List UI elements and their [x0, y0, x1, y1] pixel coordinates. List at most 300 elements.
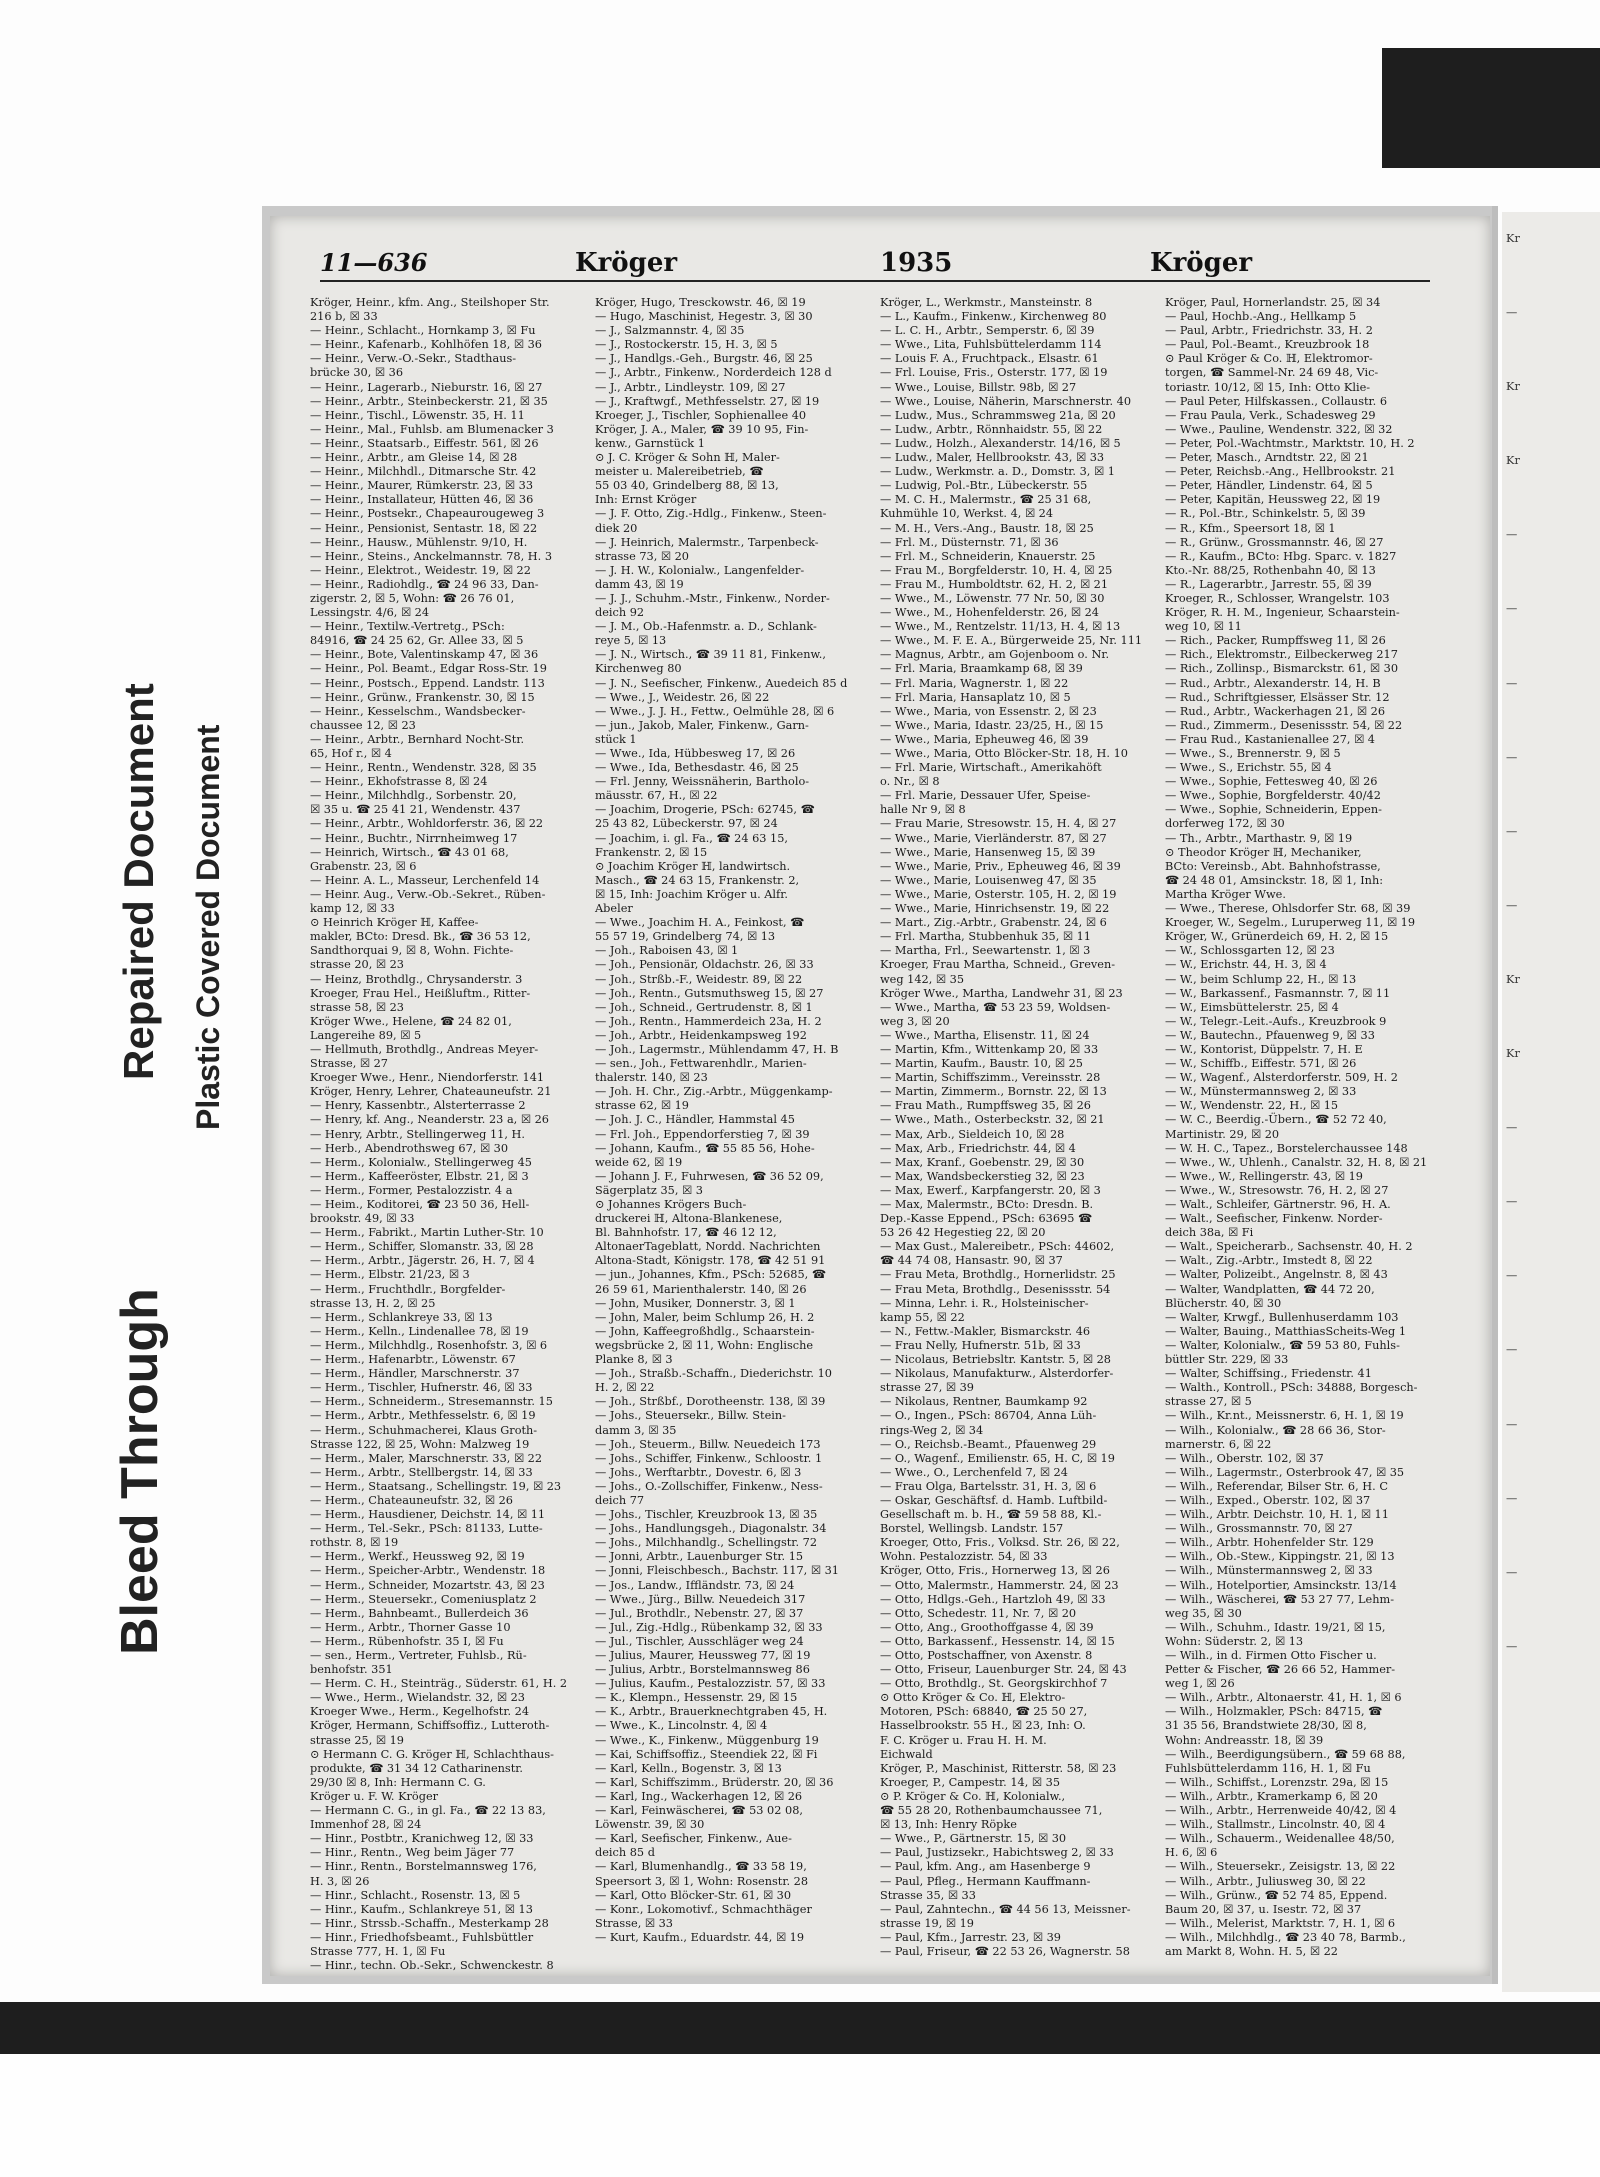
directory-entry-line: — Heinr., Kafenarb., Kohlhöfen 18, ☒ 36 [310, 338, 542, 352]
directory-entry-line: strasse 73, ☒ 20 [595, 549, 689, 563]
directory-entry-line: — Wwe., Sophie, Borgfelderstr. 40/42 [1165, 789, 1381, 803]
directory-entry-line: — Otto, Schedestr. 11, Nr. 7, ☒ 20 [880, 1606, 1077, 1620]
directory-entry-line: — J. Heinrich, Malermstr., Tarpenbeck- [595, 535, 819, 549]
directory-entry-line: Bl. Bahnhofstr. 17, ☎ 46 12 12, [595, 1226, 777, 1240]
directory-entry-line: — John, Maler, beim Schlump 26, H. 2 [595, 1310, 815, 1324]
directory-entry-line: — Herm., Hafenarbtr., Löwenstr. 67 [310, 1353, 516, 1367]
directory-entry-line: — Ludw., Holzh., Alexanderstr. 14/16, ☒ 5 [880, 436, 1121, 450]
directory-entry-line: 84916, ☎ 24 25 62, Gr. Allee 33, ☒ 5 [310, 634, 524, 648]
directory-entry-line: — Walter, Bauing., MatthiasScheits-Weg 1 [1165, 1324, 1407, 1338]
directory-entry-line: — Walth., Kontroll., PSch: 34888, Borgesch- [1165, 1381, 1418, 1395]
directory-entry-line: Altona-Stadt, Königstr. 178, ☎ 42 51 91 [595, 1254, 826, 1268]
directory-entry-line: — Otto, Malermstr., Hammerstr. 24, ☒ 23 [880, 1578, 1119, 1592]
directory-entry-line: BCto: Vereinsb., Abt. Bahnhofstrasse, [1165, 859, 1381, 873]
directory-entry-line: deich 38a, ☒ Fi [1165, 1226, 1254, 1240]
directory-entry-line: strasse 58, ☒ 23 [310, 1000, 404, 1014]
directory-entry-line: brookstr. 49, ☒ 33 [310, 1212, 415, 1226]
scanned-page-frame [262, 206, 1498, 1984]
next-page-fragment: — [1506, 1491, 1518, 1505]
directory-entry-line: — Hinr., Kaufm., Schlankreye 51, ☒ 13 [310, 1902, 533, 1916]
directory-entry-line: — Frau Math., Rumpffsweg 35, ☒ 26 [880, 1099, 1091, 1113]
next-page-fragment: — [1506, 824, 1518, 838]
column-4 [1165, 296, 1435, 1956]
directory-entry-line: ⊙ Theodor Kröger ℍ, Mechaniker, [1165, 845, 1362, 859]
column-1 [310, 296, 580, 1973]
directory-entry-line: — Walter, Krwgf., Bullenhuserdamm 103 [1165, 1310, 1399, 1324]
directory-entry-line: — Johs., Handlungsgeh., Diagonalstr. 34 [595, 1522, 827, 1536]
directory-entry-line: zigerstr. 2, ☒ 5, Wohn: ☎ 26 76 01, [310, 591, 515, 605]
directory-entry-line: Wohn. Pestalozzistr. 54, ☒ 33 [880, 1550, 1048, 1564]
directory-entry-line: — Hugo, Maschinist, Hegestr. 3, ☒ 30 [595, 310, 813, 324]
directory-entry-line: — K., Klempn., Hessenstr. 29, ☒ 15 [595, 1691, 798, 1705]
directory-entry-line: — Herm., Tischler, Hufnerstr. 46, ☒ 33 [310, 1381, 533, 1395]
directory-entry-line: — Wwe., W., Rellingerstr. 43, ☒ 19 [1165, 1169, 1363, 1183]
condition-labels [100, 260, 260, 1660]
directory-entry-line: Strasse, ☒ 27 [310, 1057, 388, 1071]
next-page-fragment: — [1506, 1121, 1518, 1135]
directory-entry-line: Kroeger, Frau Hel., Heißluftm., Ritter- [310, 986, 531, 1000]
directory-entry-line: — Karl, Kelln., Bogenstr. 3, ☒ 13 [595, 1761, 782, 1775]
next-page-fragment: — [1506, 602, 1518, 616]
directory-entry-line: — Wilh., Referendar, Bilser Str. 6, H. C [1165, 1479, 1388, 1493]
directory-entry-line: weg 142, ☒ 35 [880, 972, 965, 986]
directory-entry-line: Strasse 35, ☒ 33 [880, 1888, 976, 1902]
directory-entry-line: — J., Salzmannstr. 4, ☒ 35 [595, 324, 745, 338]
directory-entry-line: 65, Hof r., ☒ 4 [310, 747, 392, 760]
directory-entry-line: — Heinr., Textilw.-Vertretg., PSch: [310, 620, 505, 634]
directory-entry-line: — Herm., Schneider, Mozartstr. 43, ☒ 23 [310, 1578, 545, 1592]
directory-entry-line: — Herm. C. H., Steinträg., Süderstr. 61, H. 2 [310, 1677, 568, 1691]
directory-entry-line: — Wwe., M., Löwenstr. 77 Nr. 50, ☒ 30 [880, 591, 1105, 605]
directory-entry-line: — Nikolaus, Manufakturw., Alsterdorfer- [880, 1367, 1114, 1381]
directory-entry-line: Sägerplatz 35, ☒ 3 [595, 1183, 703, 1197]
directory-entry-line: — Heinr., Steins., Anckelmannstr. 78, H. 3 [310, 549, 553, 563]
directory-entry-line: Wohn: Süderstr. 2, ☒ 13 [1165, 1634, 1304, 1648]
directory-entry-line: — Julius, Kaufm., Pestalozzistr. 57, ☒ 33 [595, 1677, 826, 1691]
directory-entry-line: — O., Wagenf., Emilienstr. 65, H. C, ☒ 19 [880, 1451, 1115, 1465]
directory-entry-line: — Frl. Louise, Fris., Osterstr. 177, ☒ 19 [880, 366, 1108, 380]
directory-entry-line: — Wwe., Marie, Hinrichsenstr. 19, ☒ 22 [880, 902, 1110, 916]
directory-entry-line: — Heinr., Buchtr., Nirrnheimweg 17 [310, 831, 518, 845]
directory-entry-line: — Otto, Ang., Groothoffgasse 4, ☒ 39 [880, 1620, 1094, 1634]
directory-entry-line: — Herm., Fabrikt., Martin Luther-Str. 10 [310, 1226, 544, 1240]
directory-entry-line: — Wwe., Marie, Priv., Epheuweg 46, ☒ 39 [880, 859, 1121, 873]
directory-entry-line: — Herm., Händler, Marschnerstr. 37 [310, 1367, 520, 1381]
directory-entry-line: Kröger, W., Grünerdeich 69, H. 2, ☒ 15 [1165, 930, 1389, 944]
directory-entry-line: — Wwe., Lita, Fuhlsbüttelerdamm 114 [880, 338, 1102, 352]
directory-entry-line: — J. N., Wirtsch., ☎ 39 11 81, Finkenw., [595, 648, 826, 662]
directory-entry-line: — Wwe., Louise, Billstr. 98b, ☒ 27 [880, 380, 1077, 394]
directory-entry-line: toriastr. 10/12, ☒ 15, Inh: Otto Klie- [1165, 380, 1371, 394]
directory-entry-line: Kröger, Otto, Fris., Hornerweg 13, ☒ 26 [880, 1564, 1110, 1578]
directory-entry-line: — John, Kaffeegroßhdlg., Schaarstein- [595, 1324, 815, 1338]
directory-entry-line: — Johann J. F., Fuhrwesen, ☎ 36 52 09, [595, 1169, 824, 1183]
directory-entry-line: Löwenstr. 39, ☒ 30 [595, 1818, 705, 1832]
directory-entry-line: — Jul., Brothdlr., Nebenstr. 27, ☒ 37 [595, 1606, 804, 1620]
directory-entry-line: — Wilh., in d. Firmen Otto Fischer u. [1165, 1649, 1377, 1662]
directory-entry-line: — Hermann C. G., in gl. Fa., ☎ 22 13 83, [310, 1804, 546, 1818]
directory-entry-line: ⊙ Paul Kröger & Co. ℍ, Elektromor- [1165, 352, 1373, 366]
directory-entry-line: — Joh., Rentn., Gutsmuthsweg 15, ☒ 27 [595, 986, 824, 1000]
directory-entry-line: — Martin, Kfm., Wittenkamp 20, ☒ 33 [880, 1042, 1099, 1056]
directory-entry-line: ⊙ P. Kröger & Co. ℍ, Kolonialw., [880, 1789, 1066, 1803]
directory-entry-line: 55 03 40, Grindelberg 88, ☒ 13, [595, 479, 779, 493]
directory-entry-line: weg 3, ☒ 20 [880, 1014, 950, 1028]
next-page-fragment: — [1506, 1195, 1518, 1209]
directory-entry-line: — Herm., Elbstr. 21/23, ☒ 3 [310, 1268, 470, 1282]
directory-entry-line: Kröger, Heinr., kfm. Ang., Steilshoper Str. [310, 296, 550, 309]
directory-entry-line: — Johs., Werftarbtr., Dovestr. 6, ☒ 3 [595, 1465, 802, 1479]
directory-entry-line: — Frau Olga, Bartelsstr. 31, H. 3, ☒ 6 [880, 1479, 1097, 1493]
directory-entry-line: — J. N., Seefischer, Finkenw., Auedeich 85 d [595, 676, 848, 690]
directory-entry-line: ⊙ Otto Kröger & Co. ℍ, Elektro- [880, 1691, 1066, 1705]
directory-entry-line: — Heinr., Kesselschm., Wandsbecker- [310, 704, 526, 718]
directory-entry-line: — Wilh., Lagermstr., Osterbrook 47, ☒ 35 [1165, 1465, 1405, 1479]
next-page-fragment: — [1506, 750, 1518, 764]
directory-entry-line: — Walt., Speicherarb., Sachsenstr. 40, H. 2 [1165, 1240, 1413, 1254]
directory-entry-line: — Johs., Steuersekr., Billw. Stein- [595, 1409, 786, 1423]
directory-entry-line: — Wwe., K., Finkenw., Müggenburg 19 [595, 1733, 819, 1747]
directory-entry-line: F. C. Kröger u. Frau H. H. M. [880, 1733, 1047, 1747]
directory-entry-line: — Minna, Lehr. i. R., Holsteinischer- [880, 1296, 1089, 1310]
next-page-fragment: — [1506, 1639, 1518, 1653]
directory-entry-line: H. 3, ☒ 26 [310, 1874, 370, 1888]
directory-entry-line: — Ludwig, Pol.-Btr., Lübeckerstr. 55 [880, 479, 1088, 493]
column-2 [595, 296, 865, 1956]
directory-entry-line: — Wilh., Hotelportier, Amsinckstr. 13/14 [1165, 1578, 1397, 1592]
directory-entry-line: — Wwe., J., Weidestr. 26, ☒ 22 [595, 690, 770, 704]
directory-entry-line: — Peter, Pol.-Wachtmstr., Marktstr. 10, H. 2 [1165, 436, 1415, 450]
directory-entry-line: — Peter, Reichsb.-Ang., Hellbrookstr. 21 [1165, 465, 1396, 479]
directory-entry-line: ☒ 15, Inh: Joachim Kröger u. Alfr. [595, 887, 788, 901]
directory-entry-line: — Jonni, Fleischbesch., Bachstr. 117, ☒ 31 [595, 1564, 839, 1578]
directory-entry-line: — Frl. M., Düsternstr. 71, ☒ 36 [880, 535, 1059, 549]
directory-entry-line: — W., Telegr.-Leit.-Aufs., Kreuzbrook 9 [1165, 1014, 1387, 1028]
directory-entry-line: Kroeger, W., Segelm., Luruperweg 11, ☒ 19 [1165, 916, 1416, 930]
directory-entry-line: H. 6, ☒ 6 [1165, 1846, 1218, 1860]
directory-entry-line: Hasselbrookstr. 55 H., ☒ 23, Inh: O. [880, 1719, 1086, 1733]
directory-entry-line: — Joh., Strßbf., Dorotheenstr. 138, ☒ 39 [595, 1395, 826, 1409]
directory-entry-line: — Herm., Bahnbeamt., Bullerdeich 36 [310, 1606, 529, 1620]
directory-entry-line: — Paul, Justizsekr., Habichtsweg 2, ☒ 33 [880, 1846, 1114, 1860]
directory-entry-line: — Frl. Martha, Stubbenhuk 35, ☒ 11 [880, 930, 1091, 944]
directory-entry-line: — W. C., Beerdig.-Übern., ☎ 52 72 40, [1165, 1113, 1387, 1127]
directory-entry-line: — sen., Herm., Vertreter, Fuhlsb., Rü- [310, 1649, 527, 1662]
directory-entry-line: — Ludw., Arbtr., Rönnhaidstr. 55, ☒ 22 [880, 422, 1103, 436]
next-page-fragment: — [1506, 898, 1518, 912]
directory-entry-line: weg 10, ☒ 11 [1165, 620, 1242, 634]
directory-entry-line: — Frl. Maria, Hansaplatz 10, ☒ 5 [880, 690, 1071, 704]
directory-entry-line: — O., Reichsb.-Beamt., Pfauenweg 29 [880, 1437, 1097, 1451]
directory-entry-line: mäusstr. 67, H., ☒ 22 [595, 789, 718, 803]
directory-entry-line: — Wwe., Joachim H. A., Feinkost, ☎ [595, 916, 805, 930]
directory-entry-line: — Wilh., Arbtr. Deichstr. 10, H. 1, ☒ 11 [1165, 1508, 1389, 1522]
directory-entry-line: — Heinr., Arbtr., Wohldorferstr. 36, ☒ 22 [310, 817, 544, 831]
directory-entry-line: — Wilh., Schiffst., Lorenzstr. 29a, ☒ 15 [1165, 1775, 1389, 1789]
directory-entry-line: — Otto, Postschaffner, von Axenstr. 8 [880, 1649, 1093, 1662]
directory-entry-line: — W., Bautechn., Pfauenweg 9, ☒ 33 [1165, 1028, 1375, 1042]
directory-entry-line: — Johs., Tischler, Kreuzbrook 13, ☒ 35 [595, 1508, 818, 1522]
directory-entry-line: — Louis F. A., Fruchtpack., Elsastr. 61 [880, 352, 1099, 366]
page-number: 11—636 [320, 248, 428, 277]
directory-entry-line: rothstr. 8, ☒ 19 [310, 1536, 399, 1550]
directory-entry-line: — Heinr., Pol. Beamt., Edgar Ross-Str. 19 [310, 662, 547, 676]
directory-entry-line: — Otto, Hdlgs.-Geh., Hartzloh 49, ☒ 33 [880, 1592, 1106, 1606]
directory-entry-line: — W., Schiffb., Eiffestr. 571, ☒ 26 [1165, 1057, 1357, 1071]
directory-entry-line: — Henry, Arbtr., Stellingerweg 11, H. [310, 1127, 525, 1141]
page-header [320, 246, 1430, 282]
directory-entry-line: — Joh. J. C., Händler, Hammstal 45 [595, 1113, 795, 1127]
directory-entry-line: — Johs., O.-Zollschiffer, Finkenw., Ness- [595, 1479, 823, 1493]
directory-entry-line: — Paul, Friseur, ☎ 22 53 26, Wagnerstr. 58 [880, 1944, 1130, 1958]
directory-entry-line: Sandthorquai 9, ☒ 8, Wohn. Fichte- [310, 944, 514, 958]
directory-entry-line: — Kurt, Kaufm., Eduardstr. 44, ☒ 19 [595, 1930, 805, 1944]
directory-entry-line: — Joh., Rentn., Hammerdeich 23a, H. 2 [595, 1014, 822, 1028]
directory-entry-line: — Wilh., Exped., Oberstr. 102, ☒ 37 [1165, 1493, 1371, 1507]
directory-entry-line: — Herm., Former, Pestalozzistr. 4 a [310, 1183, 513, 1197]
directory-entry-line: — Frl. Joh., Eppendorferstieg 7, ☒ 39 [595, 1127, 810, 1141]
directory-entry-line: — Wwe., Ida, Bethesdastr. 46, ☒ 25 [595, 761, 799, 775]
directory-entry-line: — Frau Nelly, Hufnerstr. 51b, ☒ 33 [880, 1338, 1081, 1352]
directory-entry-line: — R., Lagerarbtr., Jarrestr. 55, ☒ 39 [1165, 577, 1372, 591]
directory-entry-line: — Wilh., Grünw., ☎ 52 74 85, Eppend. [1165, 1888, 1388, 1902]
directory-entry-line: — Joh., Raboisen 43, ☒ 1 [595, 944, 739, 958]
directory-entry-line: — Heinr., Milchhdlg., Sorbenstr. 20, [310, 789, 517, 803]
directory-entry-line: 31 35 56, Brandstwiete 28/30, ☒ 8, [1165, 1719, 1367, 1733]
directory-entry-line: — Paul, Hochb.-Ang., Hellkamp 5 [1165, 310, 1357, 324]
directory-entry-line: Kroeger, J., Tischler, Sophienallee 40 [595, 408, 807, 422]
directory-entry-line: — Joh., Arbtr., Heidenkampsweg 192 [595, 1028, 807, 1042]
directory-entry-line: strasse 25, ☒ 19 [310, 1733, 404, 1747]
directory-entry-line: — jun., Johannes, Kfm., PSch: 52685, ☎ [595, 1268, 826, 1282]
directory-entry-line: Wohn: Andreasstr. 18, ☒ 39 [1165, 1733, 1324, 1747]
directory-entry-line: — Martin, Zimmerm., Bornstr. 22, ☒ 13 [880, 1085, 1107, 1099]
directory-entry-line: — Wwe., S., Brennerstr. 9, ☒ 5 [1165, 747, 1341, 760]
directory-entry-line: Strasse, ☒ 33 [595, 1916, 673, 1930]
directory-entry-line: — Rud., Arbtr., Wackerhagen 21, ☒ 26 [1165, 704, 1386, 718]
directory-entry-line: — Konr., Lokomotivf., Schmachthäger [595, 1902, 812, 1916]
directory-entry-line: — Wilh., Steuersekr., Zeisigstr. 13, ☒ 22 [1165, 1860, 1396, 1874]
directory-entry-line: — Max, Wandsbeckerstieg 32, ☒ 23 [880, 1169, 1085, 1183]
directory-entry-line: — Hinr., Friedhofsbeamt., Fuhlsbüttler [310, 1930, 534, 1944]
directory-entry-line: — Walt., Seefischer, Finkenw. Norder- [1165, 1212, 1383, 1226]
directory-entry-line: — Frl. Jenny, Weissnäherin, Bartholo- [595, 775, 810, 789]
directory-entry-line: — Heinr., Postsekr., Chapeaurougeweg 3 [310, 507, 545, 521]
directory-entry-line: marnerstr. 6, ☒ 22 [1165, 1437, 1272, 1451]
directory-entry-line: Speersort 3, ☒ 1, Wohn: Rosenstr. 28 [595, 1874, 809, 1888]
directory-entry-line: — Herm., Hausdiener, Deichstr. 14, ☒ 11 [310, 1508, 546, 1522]
directory-entry-line: — Wilh., Oberstr. 102, ☒ 37 [1165, 1451, 1324, 1465]
next-page-edge [1502, 212, 1600, 1992]
directory-entry-line: Strasse 777, H. 1, ☒ Fu [310, 1944, 446, 1958]
directory-entry-line: — Wwe., Maria, von Essenstr. 2, ☒ 23 [880, 704, 1097, 718]
directory-entry-line: Strasse 122, ☒ 25, Wohn: Malzweg 19 [310, 1437, 530, 1451]
directory-entry-line: — Max, Ewerf., Karpfangerstr. 20, ☒ 3 [880, 1183, 1101, 1197]
directory-entry-line: — Walt., Zig.-Arbtr., Imstedt 8, ☒ 22 [1165, 1254, 1373, 1268]
directory-entry-line: — Walter, Wandplatten, ☎ 44 72 20, [1165, 1282, 1375, 1296]
directory-entry-line: — Wwe., J. J. H., Fettw., Oelmühle 28, ☒ 6 [595, 704, 835, 718]
directory-entry-line: — Heinr., Tischl., Löwenstr. 35, H. 11 [310, 408, 525, 422]
directory-entry-line: ☎ 24 48 01, Amsinckstr. 18, ☒ 1, Inh: [1165, 873, 1384, 887]
directory-entry-line: — Herm., Milchhdlg., Rosenhofstr. 3, ☒ 6 [310, 1338, 548, 1352]
directory-entry-line: Frankenstr. 2, ☒ 15 [595, 845, 708, 859]
directory-entry-line: — Wilh., Melerist, Marktstr. 7, H. 1, ☒ 6 [1165, 1916, 1396, 1930]
directory-entry-line: — Wwe., O., Lerchenfeld 7, ☒ 24 [880, 1465, 1068, 1479]
directory-entry-line: am Markt 8, Wohn. H. 5, ☒ 22 [1165, 1944, 1338, 1958]
directory-entry-line: Kroeger, Otto, Fris., Volksd. Str. 26, ☒ 22, [880, 1536, 1120, 1550]
directory-entry-line: brücke 30, ☒ 36 [310, 366, 404, 380]
directory-entry-line: — Heinz, Brothdlg., Chrysanderstr. 3 [310, 972, 523, 986]
directory-entry-line: — J., Arbtr., Lindleystr. 109, ☒ 27 [595, 380, 786, 394]
directory-entry-line: Baum 20, ☒ 37, u. Isestr. 72, ☒ 37 [1165, 1902, 1362, 1916]
directory-entry-line: kamp 55, ☒ 22 [880, 1310, 965, 1324]
next-page-fragment: Kr [1506, 1047, 1520, 1061]
directory-entry-line: halle Nr 9, ☒ 8 [880, 803, 966, 817]
directory-entry-line: — L. C. H., Arbtr., Semperstr. 6, ☒ 39 [880, 324, 1095, 338]
directory-entry-line: — J. M., Ob.-Hafenmstr. a. D., Schlank- [595, 620, 817, 634]
directory-entry-line: weide 62, ☒ 19 [595, 1155, 683, 1169]
directory-entry-line: Abeler [595, 902, 633, 916]
directory-entry-line: — R., Kfm., Speersort 18, ☒ 1 [1165, 521, 1336, 535]
directory-entry-line: 26 59 61, Marienthalerstr. 140, ☒ 26 [595, 1282, 807, 1296]
directory-entry-line: — Heinr., Installateur, Hütten 46, ☒ 36 [310, 493, 534, 507]
directory-entry-line: — Herm., Kaffeeröster, Elbstr. 21, ☒ 3 [310, 1169, 529, 1183]
directory-entry-line: — Wwe., Marie, Hansenweg 15, ☒ 39 [880, 845, 1096, 859]
directory-entry-line: — Joh., Steuerm., Billw. Neuedeich 173 [595, 1437, 821, 1451]
directory-page [270, 216, 1490, 1976]
directory-entry-line: 55 57 19, Grindelberg 74, ☒ 13 [595, 930, 776, 944]
directory-entry-line: 53 26 42 Hegestieg 22, ☒ 20 [880, 1226, 1046, 1240]
directory-entry-line: — Wwe., M., Rentzelstr. 11/13, H. 4, ☒ 13 [880, 620, 1121, 634]
directory-entry-line: — Joachim, i. gl. Fa., ☎ 24 63 15, [595, 831, 789, 845]
directory-entry-line: Eichwald [880, 1747, 933, 1761]
directory-entry-line: torgen, ☎ Sammel-Nr. 24 69 48, Vic- [1165, 366, 1379, 380]
directory-entry-line: — Wilh., Beerdigungsübern., ☎ 59 68 88, [1165, 1747, 1406, 1761]
directory-entry-line: — W., Münstermannsweg 2, ☒ 33 [1165, 1085, 1357, 1099]
directory-entry-line: — Karl, Otto Blöcker-Str. 61, ☒ 30 [595, 1888, 792, 1902]
directory-entry-line: Kroeger, R., Schlosser, Wrangelstr. 103 [1165, 591, 1390, 605]
directory-entry-line: weg 1, ☒ 26 [1165, 1677, 1235, 1691]
directory-entry-line: — Herm., Tel.-Sekr., PSch: 81133, Lutte- [310, 1522, 543, 1536]
scan-border-bottom [0, 2002, 1600, 2054]
directory-entry-line: — Herm., Schiffer, Slomanstr. 33, ☒ 28 [310, 1240, 534, 1254]
directory-entry-line: — Th., Arbtr., Marthastr. 9, ☒ 19 [1165, 831, 1353, 845]
directory-entry-line: strasse 62, ☒ 19 [595, 1099, 689, 1113]
directory-entry-line: — Herm., Kolonialw., Stellingerweg 45 [310, 1155, 532, 1169]
directory-entry-line: — Nikolaus, Rentner, Baumkamp 92 [880, 1395, 1088, 1409]
directory-entry-line: — Herm., Arbtr., Thorner Gasse 10 [310, 1620, 511, 1634]
directory-entry-line: Kroeger, Frau Martha, Schneid., Greven- [880, 958, 1116, 972]
directory-entry-line: — J. J., Schuhm.-Mstr., Finkenw., Norder- [595, 591, 830, 605]
directory-entry-line: — Rich., Elektromstr., Eilbeckerweg 217 [1165, 648, 1398, 662]
directory-entry-line: — Hellmuth, Brothdlg., Andreas Meyer- [310, 1042, 539, 1056]
directory-entry-line: — Wwe., Herm., Wielandstr. 32, ☒ 23 [310, 1691, 525, 1705]
directory-entry-line: Kuhmühle 10, Werkst. 4, ☒ 24 [880, 507, 1054, 521]
directory-entry-line: Martha Kröger Wwe. [1165, 887, 1286, 901]
directory-entry-line: Kröger Wwe., Helene, ☎ 24 82 01, [310, 1014, 512, 1028]
directory-entry-line: — Heinr. A. L., Masseur, Lerchenfeld 14 [310, 873, 540, 887]
directory-entry-line: — Paul, Arbtr., Friedrichstr. 33, H. 2 [1165, 324, 1373, 338]
directory-entry-line: Kröger, P., Maschinist, Ritterstr. 58, ☒ 23 [880, 1761, 1117, 1775]
directory-entry-line: deich 92 [595, 606, 645, 620]
directory-entry-line: produkte, ☎ 31 34 12 Catharinenstr. [310, 1761, 524, 1775]
directory-entry-line: — M. C. H., Malermstr., ☎ 25 31 68, [880, 493, 1092, 507]
directory-entry-line: — J. F. Otto, Zig.-Hdlg., Finkenw., Steen- [595, 507, 827, 521]
directory-entry-line: — Wwe., P., Gärtnerstr. 15, ☒ 30 [880, 1832, 1067, 1846]
directory-entry-line: diek 20 [595, 521, 638, 535]
directory-entry-line: — Heinr., Lagerarb., Nieburstr. 16, ☒ 27 [310, 380, 543, 394]
directory-entry-line: — Paul, Pfleg., Hermann Kauffmann- [880, 1874, 1091, 1888]
directory-entry-line: — Henry, kf. Ang., Neanderstr. 23 a, ☒ 26 [310, 1113, 549, 1127]
directory-entry-line: 216 b, ☒ 33 [310, 310, 378, 324]
directory-entry-line: deich 77 [595, 1493, 645, 1507]
directory-entry-line: — Heinr., Grünw., Frankenstr. 30, ☒ 15 [310, 690, 535, 704]
directory-entry-line: — Walter, Kolonialw., ☎ 59 53 80, Fuhls- [1165, 1338, 1400, 1352]
directory-entry-line: — Wilh., Arbtr., Herrenweide 40/42, ☒ 4 [1165, 1804, 1397, 1818]
directory-entry-line: — Heinr., Rentn., Wendenstr. 328, ☒ 35 [310, 761, 537, 775]
directory-entry-line: druckerei ℍ, Altona-Blankenese, [595, 1212, 783, 1226]
directory-entry-line: — Frau M., Humboldtstr. 62, H. 2, ☒ 21 [880, 577, 1109, 591]
directory-entry-line: — Wwe., M. F. E. A., Bürgerweide 25, Nr. 111 [880, 634, 1143, 648]
directory-entry-line: — Otto, Brothdlg., St. Georgskirchhof 7 [880, 1677, 1108, 1691]
directory-entry-line: — W., Eimsbüttelerstr. 25, ☒ 4 [1165, 1000, 1339, 1014]
directory-entry-line: — Herm., Schuhmacherei, Klaus Groth- [310, 1423, 538, 1437]
directory-entry-line: — Hinr., Rentn., Weg beim Jäger 77 [310, 1846, 515, 1860]
directory-entry-line: — Wwe., Marie, Vierländerstr. 87, ☒ 27 [880, 831, 1107, 845]
scan-border-top [1382, 48, 1600, 168]
directory-entry-line: 29/30 ☒ 8, Inh: Hermann C. G. [310, 1775, 486, 1789]
directory-entry-line: — Frl. Marie, Wirtschaft., Amerikahöft [880, 761, 1102, 775]
next-page-fragment: — [1506, 1343, 1518, 1357]
directory-entry-line: — O., Ingen., PSch: 86704, Anna Lüh- [880, 1409, 1097, 1423]
directory-entry-line: — Wwe., S., Erichstr. 55, ☒ 4 [1165, 761, 1332, 775]
directory-entry-line: — Martin, Schiffszimm., Vereinsstr. 28 [880, 1071, 1101, 1085]
directory-entry-line: Martinistr. 29, ☒ 20 [1165, 1127, 1280, 1141]
directory-entry-line: — Martin, Kaufm., Baustr. 10, ☒ 25 [880, 1057, 1083, 1071]
next-page-fragment: — [1506, 1269, 1518, 1283]
directory-entry-line: — Heinr., Milchhdl., Ditmarsche Str. 42 [310, 465, 537, 479]
directory-entry-line: — Wilh., Holzmakler, PSch: 84715, ☎ [1165, 1705, 1383, 1719]
directory-entry-line: — Hinr., Strssb.-Schaffn., Mesterkamp 28 [310, 1916, 549, 1930]
directory-entry-line: — Joh., Lagermstr., Mühlendamm 47, H. B [595, 1042, 839, 1056]
directory-entry-line: — Hinr., techn. Ob.-Sekr., Schwenckestr. 8 [310, 1959, 554, 1973]
directory-entry-line: — Wilh., Grossmannstr. 70, ☒ 27 [1165, 1522, 1353, 1536]
directory-entry-line: — Otto, Friseur, Lauenburger Str. 24, ☒ 43 [880, 1663, 1127, 1677]
directory-entry-line: — Wwe., Math., Osterbeckstr. 32, ☒ 21 [880, 1113, 1105, 1127]
directory-entry-line: Inh: Ernst Kröger [595, 493, 697, 507]
directory-entry-line: — Wilh., Schauerm., Weidenallee 48/50, [1165, 1832, 1395, 1846]
next-page-fragment: Kr [1506, 454, 1520, 468]
directory-entry-line: ⊙ Joachim Kröger ℍ, landwirtsch. [595, 859, 791, 873]
directory-entry-line: stück 1 [595, 732, 637, 746]
directory-entry-line: — Max, Arb., Friedrichstr. 44, ☒ 4 [880, 1141, 1076, 1155]
directory-entry-line: — Max, Kranf., Goebenstr. 29, ☒ 30 [880, 1155, 1085, 1169]
directory-entry-line: — W., Schlossgarten 12, ☒ 23 [1165, 944, 1335, 958]
directory-entry-line: Kröger, Paul, Hornerlandstr. 25, ☒ 34 [1165, 296, 1381, 309]
directory-entry-line: — Max, Arb., Sieldeich 10, ☒ 28 [880, 1127, 1065, 1141]
directory-entry-line: ⊙ Hermann C. G. Kröger ℍ, Schlachthaus- [310, 1747, 554, 1761]
directory-entry-line: — Johs., Milchhandlg., Schellingstr. 72 [595, 1536, 818, 1550]
directory-entry-line: — Joachim, Drogerie, PSch: 62745, ☎ [595, 803, 815, 817]
directory-entry-line: — Rich., Packer, Rumpffsweg 11, ☒ 26 [1165, 634, 1386, 648]
directory-entry-line: 25 43 82, Lübeckerstr. 97, ☒ 24 [595, 817, 778, 831]
directory-entry-line: — Heinr., Hausw., Mühlenstr. 9/10, H. [310, 535, 528, 549]
directory-entry-line: Kröger, Hermann, Schiffsoffiz., Lutteroth- [310, 1719, 550, 1733]
directory-entry-line: Kröger, J. A., Maler, ☎ 39 10 95, Fin- [595, 422, 809, 436]
directory-entry-line: — Wwe., Maria, Ephеuweg 46, ☒ 39 [880, 732, 1089, 746]
directory-entry-line: büttler Str. 229, ☒ 33 [1165, 1353, 1289, 1367]
directory-entry-line: — J., Arbtr., Finkenw., Norderdeich 128 d [595, 366, 832, 380]
